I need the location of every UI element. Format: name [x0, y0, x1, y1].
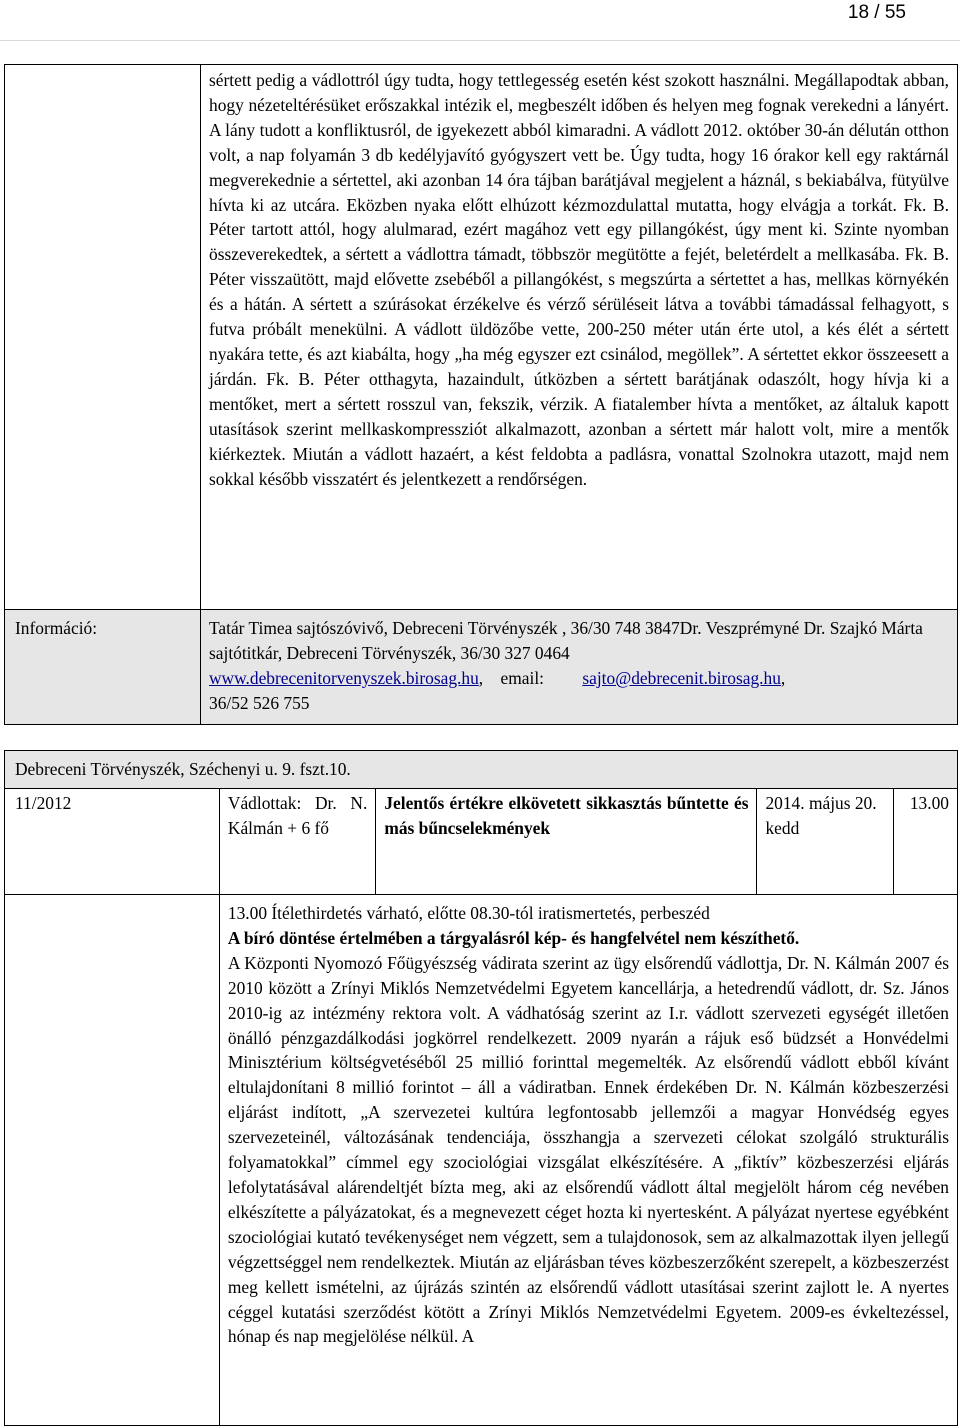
charge-cell	[376, 789, 757, 895]
case-details-cell	[219, 895, 957, 1426]
case-facts-text: sértett pedig a vádlottról úgy tudta, hogy tettlegesség esetén kést szokott használni. Megállapodtak abban, hogy nézeteltérésüket erőszakkal intézik el, megbeszélt időben és helyen meg fognak verekedni a lányért. A lány tudott a konfliktusról, de igyekezett abból kimaradni. A vádlott 2012. október 30-án délután otthon volt, a nap folyamán 3 db kedélyjavító gyógyszert vett be. Úgy tudta, hogy 16 órakor kell egy raktárnál megverekednie a sértettel, aki azonban 14 óra tájban barátjával megjelent a háznál, s bekiabálva, fütyülve hívta ki az utcára. Eközben nyaka előtt elhúzott kézmozdulattal mutatta, hogy elvágja a torkát. Fk. B. Péter tartott attól, hogy alulmarad, ezért magához vett egy pillangókést, úgy ment ki. Szinte nyomban összeverekedtek, a sértett a vádlottra támadt, többször megütötte a fejét, beletérdelt a mellkasába. Fk. B. Péter visszaütött, majd elővette zsebéből a pillangókést, s megszúrta a sértettet a has, mellkas környékén és a hátán. A sértett a szúrásokat érzékelve és vérző sérüléseit látva a további támadással felhagyott, s futva próbált menekülni. A vádlott üldözőbe vette, 200-250 méter után érte utol, a kés élét a sértett nyakára tette, és azt kiabálta, hogy „ha még egyszer ezt csinálod, megöllek”. A sértettet ekkor összeesett a járdán. Fk. B. Péter otthagyta, hazaindult, útközben a sértett barátjának odaszólt, hogy hívja ki a mentőket, mert a sértett rosszul van, fekszik, vérzik. A fiatalember hívta a mentőket, az általuk kapott utasítások szerint mellkaskompressziót alkalmazott, azonban a sértett már halott volt, mire a mentők kiérkeztek. Miután a vádlott hazaért, a kést feldobta a padlásra, vonattal Szolnokra utazott, majd nem sokkal később visszatért és jelentkezett a rendőrségen.	[209, 70, 949, 489]
time-cell	[893, 789, 957, 895]
website-link[interactable]: www.debrecenitorvenyszek.birosag.hu	[209, 667, 479, 688]
hearing-date: 2014. május 20. kedd	[765, 793, 877, 838]
info-content-cell	[201, 610, 958, 725]
hearing-table	[4, 750, 958, 1426]
case-number: 11/2012	[15, 793, 72, 813]
page-number: 18 / 55	[847, 2, 906, 23]
case-number-cell	[5, 789, 220, 895]
email-link[interactable]: sajto@debrecenit.birosag.hu	[582, 667, 781, 688]
defendants: Vádlottak: Dr. N. Kálmán + 6 fő	[227, 793, 368, 838]
schedule: 13.00 Ítélethirdetés várható, előtte 08.30-tól iratismertetés, perbeszéd	[227, 903, 710, 923]
left-cell-empty	[5, 65, 201, 610]
email-separator: , email:	[478, 667, 544, 688]
case-facts-cell	[201, 65, 958, 610]
info-contacts: Tatár Timea sajtószóvivő, Debreceni Törvényszék , 36/30 748 3847Dr. Veszprémyné Dr. Szajkó Márta sajtótitkár, Debreceni Törvényszék, 36/30 327 0464	[209, 618, 923, 663]
location: Debreceni Törvényszék, Széchenyi u. 9. fszt.10.	[15, 759, 351, 779]
charge: Jelentős értékre elkövetett sikkasztás bűntette és más bűncselekmények	[384, 793, 749, 838]
info-phone: 36/52 526 755	[209, 692, 310, 713]
date-cell	[757, 789, 893, 895]
defendants-cell	[219, 789, 375, 895]
case-continuation-table	[4, 64, 958, 725]
left-cell-empty-2	[5, 895, 220, 1426]
location-cell	[5, 751, 958, 789]
info-text: Tatár Timea sajtószóvivő, Debreceni Törvényszék , 36/30 748 3847Dr. Veszprémyné Dr. Szajkó Márta sajtótitkár, Debreceni Törvényszék, 36/30 327 0464 www.debrecenitorvenyszek.birosag.hu, email: sajto@debrecenit.birosag.hu, 36/52 526 755	[209, 618, 923, 713]
info-label: Információ:	[15, 618, 98, 638]
recording-notice: A bíró döntése értelmében a tárgyalásról kép- és hangfelvétel nem készíthető.	[227, 927, 800, 948]
header-divider	[0, 40, 960, 41]
case-description: A Központi Nyomozó Főügyészség vádirata szerint az ügy elsőrendű vádlottja, Dr. N. Kálmán 2007 és 2010 között a Zrínyi Miklós Nemzetvédelmi Egyetem kancellárja, a hetedrendű vádlott, dr. Sz. János 2010-ig az intézmény rektora volt. A vádhatóság szerint az I.r. vádlott szervezeti egységét illetően önálló pénzgazdálkodási jogkörrel rendelkezett. 2009 nyarán a rájuk eső büdzsét a Honvédelmi Minisztérium költségvetéséből 25 millió forinttal megemelték. Az elsőrendű vádlott ebből kívánt eltulajdonítani 8 millió forintot – áll a vádiratban. Ennek érdekében Dr. N. Kálmán közbeszerzési eljárást indított, „A szervezetei kultúra legfontosabb jellemzői a magyar Honvédség egyes szervezeteinél, változásának tendenciája, összhangja a szervezeti célokat szolgáló strukturális folyamatokkal” címmel egy szociológiai vizsgálat elkészítésére. A „fiktív” közbeszerzési eljárás lefolytatásával alárendeltjét bízta meg, aki az elsőrendű vádlott által megjelölt három cég nevében elkészítette a pályázatokat, és a megnevezett céget hozta ki nyertesként. A pályázat nyertese egyébként szociológiai kutató tevékenységet nem végzett, sem a tulajdonosok, sem az alkalmazottak ilyen jellegű végzettséggel nem rendelkeztek. Miután az eljárásban téves közbeszerzőként szerepelt, a közbeszerzést meg kellett ismételni, az újrázás szintén az elsőrendű vádlott utasításai szerint zajlott le. A nyertes céggel kutatási szerződést kötött a Zrínyi Miklós Nemzetvédelmi Egyetem. 2009-es évkeltezéssel, hónap és nap megjelölése nélkül. A	[227, 952, 949, 1347]
info-label-cell	[5, 610, 201, 725]
hearing-time: 13.00	[909, 793, 949, 813]
